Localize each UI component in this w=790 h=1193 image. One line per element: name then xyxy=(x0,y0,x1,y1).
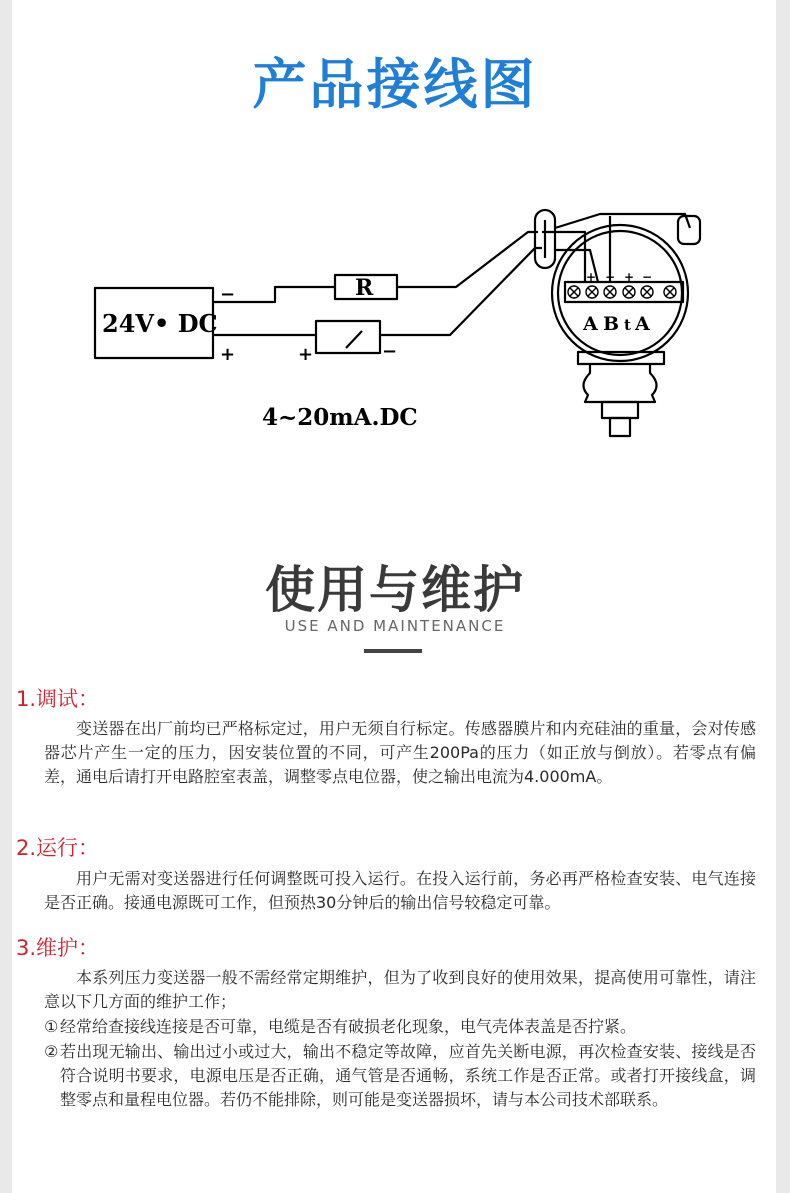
point-text: 若出现无输出、输出过小或过大，输出不稳定等故障，应首先关断电源，再次检查安装、接线是否符合说明书要求，电源电压是否正确，通气管是否通畅，系统工作是否正常。或者打开接线盒，调整零点和量程电位器。若仍不能排除，则可能是变送器损坏，请与本公司技术部联系。 xyxy=(60,1042,756,1109)
title-underline xyxy=(364,649,422,653)
term-sign-1: + xyxy=(586,270,597,284)
wiring-diagram xyxy=(80,190,720,460)
current-label: 4~20mA.DC xyxy=(262,404,418,431)
term-sign-2: − xyxy=(605,270,616,284)
point-text: 经常给查接线连接是否可靠，电缆是否有破损老化现象，电气壳体表盖是否拧紧。 xyxy=(60,1017,637,1036)
point-marker: ① xyxy=(44,1017,59,1036)
resistor-label: R xyxy=(355,275,374,301)
usage-subtitle-en: USE AND MAINTENANCE xyxy=(284,617,506,635)
term-label-1: A xyxy=(583,313,598,335)
usage-title: 使用与维护 xyxy=(265,561,525,619)
maintain-point-2 xyxy=(44,1040,756,1112)
section-heading-debug: 1.调试： xyxy=(16,687,100,711)
ammeter-plus: + xyxy=(298,344,314,365)
section-text-run: 用户无需对变送器进行任何调整既可投入运行。在投入运行前，务必再严格检查安装、电气连接是否正确。接通电源既可工作，但预热30分钟后的输出信号较稳定可靠。 xyxy=(44,869,756,912)
maintain-point-1 xyxy=(44,1015,756,1039)
ammeter xyxy=(316,321,380,353)
term-label-4: A xyxy=(635,313,650,335)
power-minus: − xyxy=(220,284,236,305)
term-label-2: B xyxy=(603,313,620,335)
term-label-3: t xyxy=(624,316,631,334)
section-text-debug: 变送器在出厂前均已严格标定过，用户无须自行标定。传感器膜片和内充硅油的重量，会对传感器芯片产生一定的压力，因安装位置的不同，可产生200Pa的压力（如正放与倒放）。若零点有偏差，通电后请打开电路腔室表盖，调整零点电位器，使之输出电流为4.000mA。 xyxy=(44,719,756,786)
section-heading-run: 2.运行： xyxy=(16,836,100,860)
term-sign-3: + xyxy=(624,270,635,284)
wiring-title: 产品接线图 xyxy=(252,53,538,116)
power-label: 24V• DC xyxy=(102,309,218,338)
section-heading-maintain: 3.维护： xyxy=(16,936,100,960)
ammeter-minus: − xyxy=(382,341,398,362)
term-sign-4: − xyxy=(642,270,653,284)
point-marker: ② xyxy=(44,1042,59,1061)
section-text-maintain: 本系列压力变送器一般不需经常定期维护，但为了收到良好的使用效果，提高使用可靠性，请注意以下几方面的维护工作； xyxy=(44,968,756,1011)
power-plus: + xyxy=(220,344,236,365)
